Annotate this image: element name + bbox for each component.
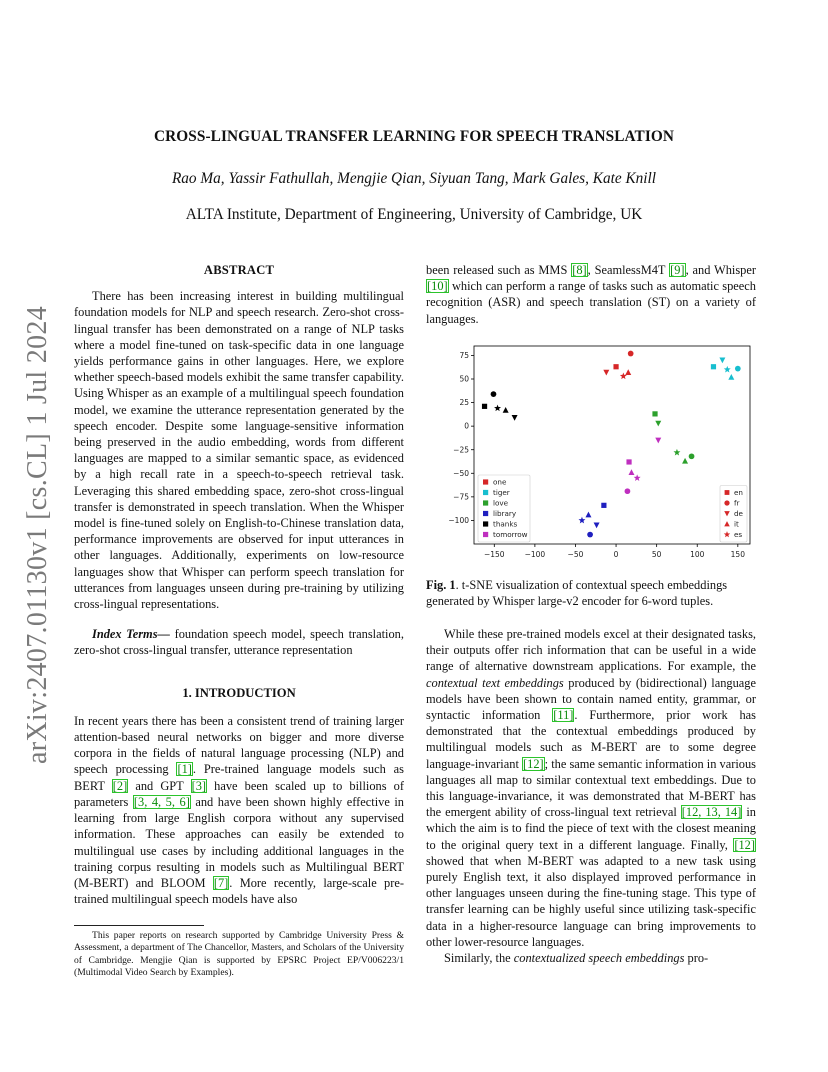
data-point-tomorrow-de <box>655 438 661 444</box>
data-point-one-en <box>613 364 618 369</box>
arxiv-identifier <box>18 300 58 770</box>
body-text: , and Whisper <box>685 263 757 277</box>
abstract-text: There has been increasing interest in building multilingual foundation models for NLP and speech research. Zero-shot cross-lingual transfer has been demonstrated on a range of NLP tasks where a model fine-tuned on task-specific data in one language yields performance gains in other languages. Here, we explore whether speech-based models exhibit the same transfer capability. Using Whisper as an example of a multilingual speech foundation model, we examine the utterance representation generated by the speech encoder. Despite some language-sensitive information being preserved in the audio embedding, words from different languages are mapped to a similar semantic space, as evidenced by a high recall rate in a speech-to-speech retrieval task. Leveraging this shared embedding space, zero-shot cross-lingual transfer is demonstrated in speech translation. When the Whisper model is fine-tuned solely on English-to-Chinese translation data, performance improvements are observed for input utterances in other languages. Additionally, experiments on low-resource languages show that Whisper can perform speech translation for utterances from languages unseen during pre-training by utilizing cross-lingual representations. <box>74 289 404 612</box>
citation-link[interactable]: [7] <box>213 875 229 890</box>
data-point-love-it <box>682 458 688 464</box>
data-point-tomorrow-es <box>634 474 641 481</box>
paper-authors: Rao Ma, Yassir Fathullah, Mengjie Qian, Siyuan Tang, Mark Gales, Kate Knill <box>171 170 657 187</box>
data-point-tomorrow-fr <box>625 488 631 494</box>
emphasis-text: contextual text embeddings <box>426 675 564 690</box>
body-text: produced by (bidirectional) language models have been shown to contain named entity, grammar, or syntactic information <box>426 675 756 723</box>
data-point-tomorrow-it <box>628 469 634 475</box>
legend-word-label: tiger <box>493 488 510 498</box>
data-point-tiger-en <box>711 364 716 369</box>
citation-link[interactable]: [10] <box>427 279 448 294</box>
body-text: Similarly, the <box>444 951 514 966</box>
footnote <box>74 930 404 980</box>
y-tick-label: 75 <box>459 351 469 361</box>
legend-language-label: de <box>734 509 743 519</box>
intro-text: and have been shown highly effective in learning from large English corpora without any supervised information. These approaches can easily be extended to multilingual use cases by including additional languages in the training corpus resulting in models such as Multilingual BERT (M-BERT) and BLOOM <box>74 794 405 890</box>
tsne-scatter-plot <box>426 338 756 570</box>
citation-link[interactable]: [3, 4, 5, 6] <box>133 794 190 809</box>
legend-word-label: library <box>493 509 517 519</box>
index-terms <box>74 626 404 658</box>
body-text: in which the aim is to find the piece of text with the closest meaning to the original query text in a different language. Finally, <box>426 805 756 852</box>
data-point-tomorrow-en <box>626 459 631 464</box>
citation-link[interactable]: [12] <box>523 756 544 771</box>
figure-label: Fig. 1 <box>426 578 456 592</box>
figure-caption-text: . t-SNE visualization of contextual speech embeddings generated by Whisper large-v2 encoder for 6-word tuples. <box>426 578 728 608</box>
data-point-library-en <box>601 503 606 508</box>
paper-title: CROSS-LINGUAL TRANSFER LEARNING FOR SPEECH TRANSLATION <box>153 128 675 145</box>
data-point-one-de <box>603 370 609 376</box>
legend-word-label: thanks <box>493 519 518 529</box>
intro-text: . More recently, large-scale pre-trained multilingual speech models have also <box>74 875 404 907</box>
citation-link[interactable]: [3] <box>191 778 207 793</box>
y-tick-label: −100 <box>448 516 469 526</box>
data-point-one-fr <box>628 351 634 357</box>
y-tick-label: 50 <box>459 374 469 384</box>
citation-link[interactable]: [11] <box>553 708 574 723</box>
citation-link[interactable]: [1] <box>177 762 192 777</box>
paper-affiliation: ALTA Institute, Department of Engineering, University of Cambridge, UK <box>185 206 643 223</box>
legend-language-marker <box>725 490 730 495</box>
data-point-thanks-es <box>494 405 501 412</box>
data-point-library-it <box>585 512 591 518</box>
citation-link[interactable]: [9] <box>670 263 685 277</box>
data-point-thanks-de <box>512 415 518 421</box>
data-point-love-es <box>673 449 680 456</box>
y-tick-label: −25 <box>453 445 469 455</box>
abstract-heading: ABSTRACT <box>203 263 275 277</box>
legend-language-label: fr <box>734 498 740 508</box>
legend-language-label: es <box>734 530 743 540</box>
y-tick-label: −50 <box>453 468 469 478</box>
arxiv-identifier-text: arXiv:2407.01130v1 [cs.CL] 1 Jul 2024 <box>22 305 53 765</box>
legend-language-label: it <box>734 519 739 529</box>
legend-language-label: en <box>734 488 743 498</box>
x-tick-label: 150 <box>730 550 745 559</box>
emphasis-text: contextualized speech embeddings <box>513 951 685 966</box>
footnote-text: This paper reports on research supported by Cambridge University Press & Assessment, a department of The Chancellor, Masters, and Scholars of the University of Cambridge. Mengjie Qian is supported by EPSRC Project EP/V006223/1 (Multimodal Video Search by Examples). <box>74 930 404 979</box>
body-text: , SeamlessM4T <box>587 263 670 277</box>
tsne-figure <box>426 338 756 570</box>
legend-word-marker <box>483 511 488 516</box>
introduction-paragraph <box>74 713 404 907</box>
introduction-heading: 1. INTRODUCTION <box>182 685 296 700</box>
data-point-thanks-en <box>482 404 487 409</box>
data-point-one-it <box>625 369 631 375</box>
x-tick-label: −150 <box>483 550 505 559</box>
citation-link[interactable]: [2] <box>112 778 128 793</box>
body-text: . Furthermore, prior work has demonstrated that the contextual embeddings produced by multilingual models such as M-BERT are to some degree language-invariant <box>426 708 756 771</box>
body-text: ; the same semantic information in various languages all map to similar contextual text embeddings. Due to this language-invariance, it was demonstrated that M-BERT has the emergent ability of cross-lingual text retrieval <box>426 756 756 820</box>
index-terms-text: foundation speech model, speech translation, zero-shot cross-lingual transfer, utterance representation <box>74 627 404 658</box>
citation-link[interactable]: [8] <box>572 263 587 277</box>
body-paragraph <box>426 950 756 966</box>
figure-caption <box>426 577 756 609</box>
intro-text: In recent years there has been a consistent trend of training larger attention-based neural networks on bigger and more diverse corpora in the fields of natural language processing (NLP) and speech processing <box>74 713 404 777</box>
legend-word-marker <box>483 521 488 526</box>
y-tick-label: −75 <box>453 492 469 502</box>
citation-link[interactable]: [12, 13, 14] <box>681 805 742 820</box>
legend-word-marker <box>483 479 488 484</box>
intro-text: have been scaled up to billions of parameters <box>74 778 404 809</box>
data-point-thanks-it <box>503 407 509 413</box>
legend-word-marker <box>483 532 488 537</box>
data-point-tiger-fr <box>735 366 741 372</box>
y-tick-label: 25 <box>459 398 469 408</box>
data-point-one-es <box>620 373 627 380</box>
right-column-body <box>426 626 756 966</box>
legend-word-label: one <box>493 477 507 487</box>
x-tick-label: 50 <box>651 550 662 559</box>
legend-word-marker <box>483 490 488 495</box>
body-text: been released such as MMS <box>426 263 572 277</box>
legend-language-marker <box>724 500 729 505</box>
index-terms-label: Index Terms— <box>92 627 170 642</box>
right-paragraph-continued <box>426 262 756 327</box>
left-column <box>74 262 404 907</box>
right-column-top <box>426 262 756 327</box>
body-text: While these pre-trained models excel at their designated tasks, their outputs offer rich information that can be useful in a wide range of alternative downstream applications. For example, the <box>426 627 756 674</box>
intro-text: . Pre-trained language models such as BERT <box>74 762 404 793</box>
legend-word-marker <box>483 500 488 505</box>
x-tick-label: 0 <box>613 550 619 559</box>
data-point-tiger-it <box>728 374 734 380</box>
x-tick-label: −100 <box>524 550 546 559</box>
legend-word-label: tomorrow <box>493 530 528 540</box>
body-text: showed that when M-BERT was adapted to a new task using purely English text, it also displayed improved performance in other languages unseen during the fine-tuning stage. This type of transfer learning can be highly useful since utilizing task-specific data in a higher-resource language can bring improvements to other lower-resource languages. <box>426 853 756 949</box>
data-point-library-de <box>594 523 600 529</box>
body-text: pro- <box>684 951 709 966</box>
data-point-thanks-fr <box>491 391 497 397</box>
data-point-love-de <box>655 421 661 427</box>
legend-word-label: love <box>493 498 509 508</box>
data-point-library-es <box>579 517 586 524</box>
body-paragraph <box>426 626 756 950</box>
body-text: which can perform a range of tasks such as automatic speech recognition (ASR) and speech translation (ST) on a variety of languages. <box>426 279 756 326</box>
y-tick-label: 0 <box>464 421 469 431</box>
data-point-tiger-es <box>724 366 731 373</box>
data-point-tiger-de <box>719 358 725 364</box>
citation-link[interactable]: [12] <box>734 837 755 852</box>
footnote-rule <box>74 925 204 926</box>
data-point-library-fr <box>587 532 593 538</box>
data-point-love-fr <box>689 453 695 459</box>
x-tick-label: 100 <box>690 550 705 559</box>
x-tick-label: −50 <box>567 550 584 559</box>
intro-text: and GPT <box>128 778 191 793</box>
data-point-love-en <box>652 411 657 416</box>
